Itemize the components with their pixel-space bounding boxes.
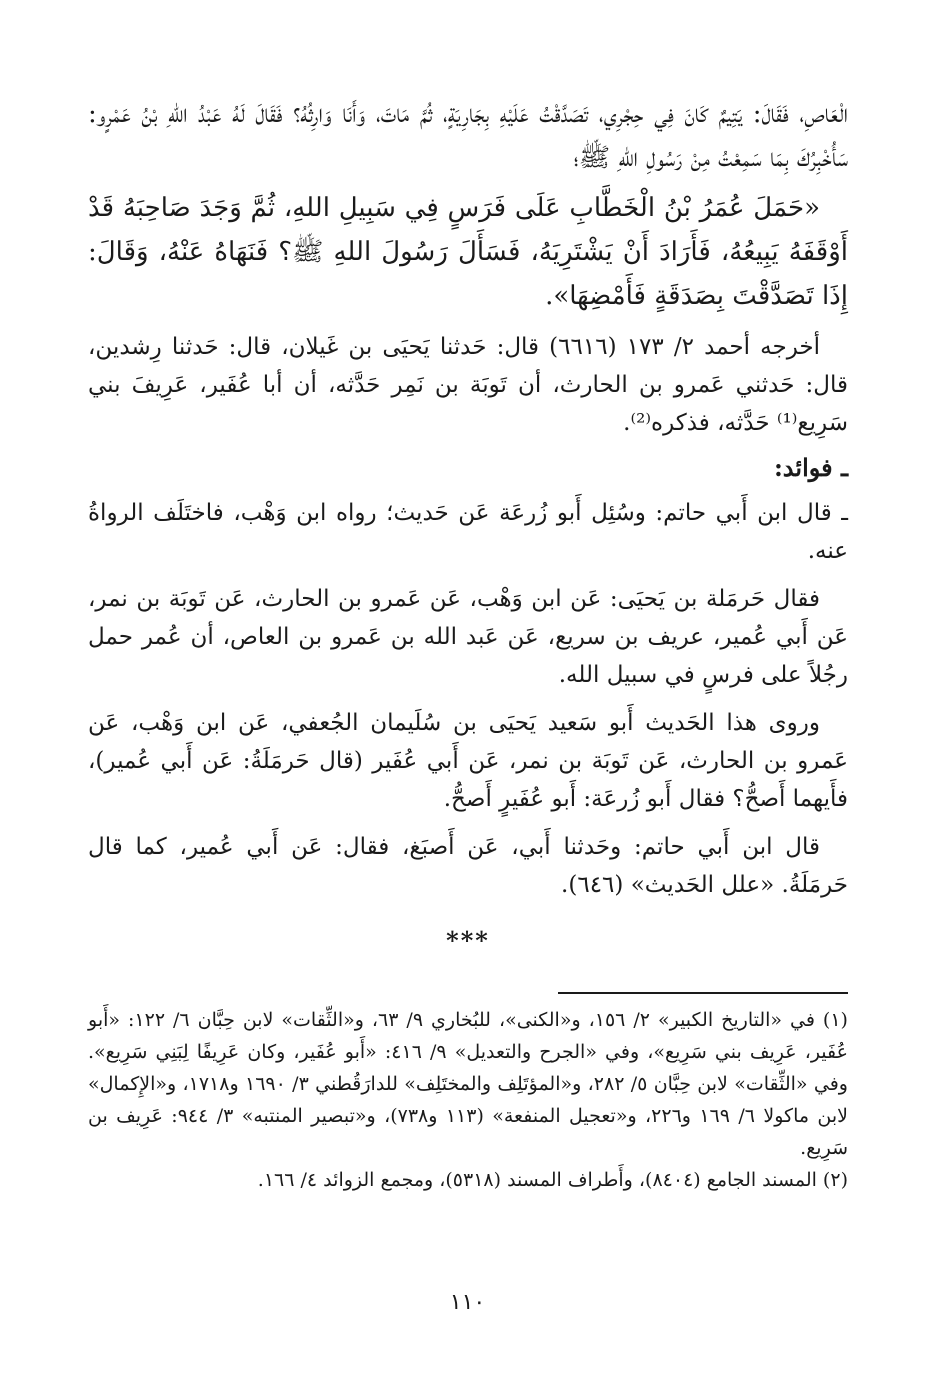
footnote-divider [558,992,848,994]
fawaid-paragraph-1: ـ قال ابن أَبي حاتم: وسُئِل أَبو زُرعَة عَن حَديث؛ رواه ابن وَهْب، فاختَلَف الرواةُ عنه. [88,500,848,564]
page-body [88,92,848,1196]
footnotes [88,1004,848,1196]
fawaid-paragraph-3: وروى هذا الحَديث أَبو سَعيد يَحيَى بن سُلَيمان الجُعفي، عَن ابن وَهْب، عَن عَمرو بن الحارث، عَن تَوبَة بن نمر، عَن أَبي عُفَير (قال حَرمَلَةُ: عَن أَبي عُمير)، فأَيهما أَصحُّ؟ فقال أَبو زُرعَة: أَبو عُفَيرٍ أَصحُّ. [88,710,848,812]
footnote-2: (٢) المسند الجامع (٨٤٠٤)، وأَطراف المسند (٥٣١٨)، ومجمع الزوائد ٤/ ١٦٦. [257,1169,848,1191]
section-heading-fawaid: ـ فوائد: [773,453,848,482]
hadith-intro: الْعَاصِ، فَقَالَ: يَتِيمٌ كَانَ فِي حِجْرِي، تَصَدَّقْتُ عَلَيْهِ بِجَارِيَةٍ، ثُمَّ مَاتَ، وَأَنَا وَارِثُهُ؟ فَقَالَ لَهُ عَبْدُ اللهِ بْنُ عَمْرٍو: سَأُخْبِرُكَ بِمَا سَمِعْتُ مِنْ رَسُولِ اللهِ ﷺ؛ [88,99,848,173]
takhrij-paragraph: أخرجه أحمد ٢/ ١٧٣ (٦٦١٦) قال: حَدثنا يَحيَى بن غَيلان، قال: حَدثنا رِشدين، قال: حَدثني عَمرو بن الحارث، أن تَوبَة بن نَمِر حَدَّثه، أن أبا عُفَير، عَرِيفَ بني سَرِيع⁽¹⁾ حَدَّثه، فذكره⁽²⁾. [88,334,848,436]
fawaid-paragraph-2: فقال حَرمَلة بن يَحيَى: عَن ابن وَهْب، عَن عَمرو بن الحارث، عَن تَوبَة بن نمر، عَن أَبي عُمير، عريف بن سريع، عَن عَبد الله بن عَمرو بن العاص، أن عُمر حمل رجُلاً على فرسٍ في سبيل الله. [88,586,848,688]
fawaid-paragraph-4: قال ابن أَبي حاتم: وحَدثنا أَبي، عَن أَصبَغ، فقال: عَن أَبي عُمير، كما قال حَرمَلَةُ. «علل الحَديث» (٦٤٦). [88,834,848,898]
page-number: ١١٠ [449,1290,486,1315]
hadith-text: «حَمَلَ عُمَرُ بْنُ الْخَطَّابِ عَلَى فَرَسٍ فِي سَبِيلِ اللهِ، ثُمَّ وَجَدَ صَاحِبَهُ قَدْ أَوْقَفَهُ يَبِيعُهُ، فَأَرَادَ أَنْ يَشْتَرِيَهُ، فَسَأَلَ رَسُولَ اللهِ ﷺ؟ فَنَهَاهُ عَنْهُ، وَقَالَ: إِذَا تَصَدَّقْتَ بِصَدَقَةٍ فَأَمْضِهَا». [88,193,848,311]
section-separator-stars: *** [446,926,490,955]
footnote-1: (١) في «التاريخ الكبير» ٢/ ١٥٦، و«الكنى»، للبُخاري ٩/ ٦٣، و«الثِّقات» لابن حِبَّان ٦/ ١٢٢: «أَبو عُفَير، عَرِيف بني سَرِيع»، وفي «الجرح والتعديل» ٩/ ٤١٦: «أَبو عُفَير، وكان عَرِيفًا لِبَنِي سَرِيع». وفي «الثِّقات» لابن حِبَّان ٥/ ٢٨٢، و«المؤتَلِف والمختَلِف» للدارَقُطني ٣/ ١٦٩٠ و١٧١٨، و«الإِكمال» لابن ماكولا ٦/ ١٦٩ و٢٢٦، و«تعجيل المنفعة» (١١٣ و٧٣٨)، و«تبصير المنتبه» ٣/ ٩٤٤: عَرِيف بن سَرِيع. [88,1009,848,1159]
